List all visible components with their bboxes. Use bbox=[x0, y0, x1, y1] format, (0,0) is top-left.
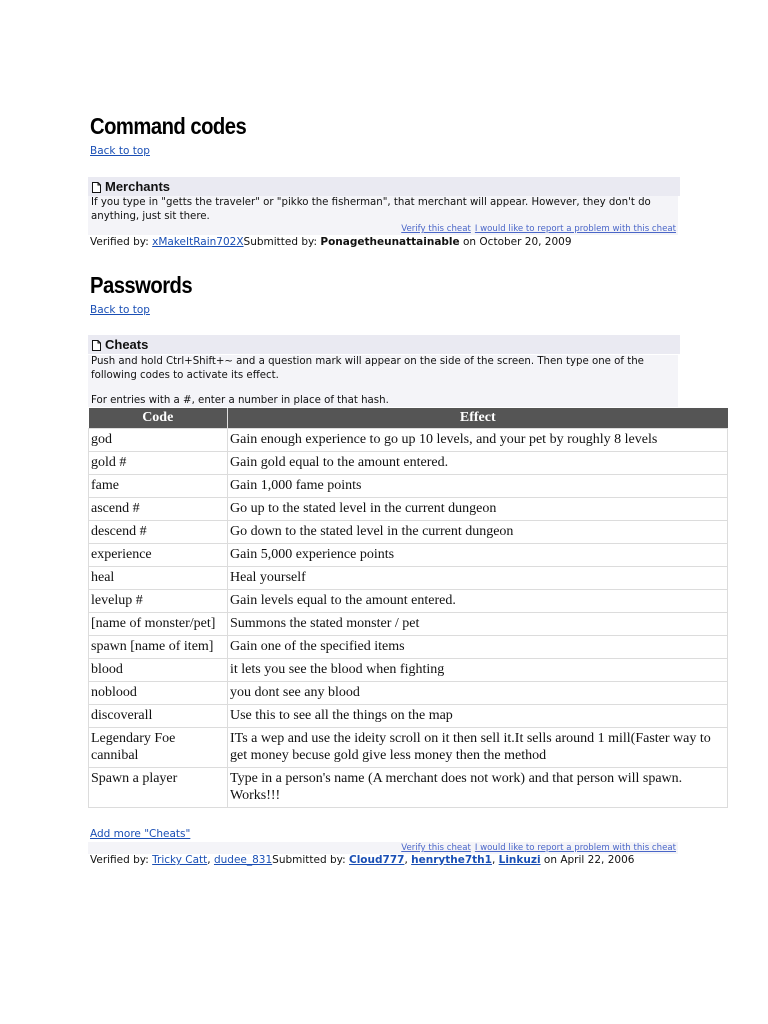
code-cell: [name of monster/pet] bbox=[89, 613, 228, 636]
report-problem-link[interactable]: I would like to report a problem with this cheat bbox=[474, 843, 676, 853]
document-icon bbox=[91, 339, 102, 350]
passwords-section bbox=[90, 272, 730, 299]
code-cell: discoverall bbox=[89, 705, 228, 728]
table-row bbox=[89, 636, 728, 659]
column-header-code: Code bbox=[89, 408, 228, 429]
submitted-date: on April 22, 2006 bbox=[543, 854, 635, 866]
verified-line bbox=[88, 236, 730, 249]
table-row bbox=[89, 498, 728, 521]
cheat-hash-note: For entries with a #, enter a number in place of that hash. bbox=[91, 395, 389, 406]
effect-cell: it lets you see the blood when fighting bbox=[228, 659, 728, 682]
verify-row bbox=[88, 223, 678, 235]
table-row bbox=[89, 429, 728, 452]
cheat-codes-table-wrapper bbox=[88, 408, 728, 808]
add-more-cheats-link[interactable]: Add more "Cheats" bbox=[90, 828, 191, 840]
verify-row bbox=[88, 842, 678, 854]
command-codes-section bbox=[90, 113, 730, 140]
verified-by-label: Verified by: bbox=[90, 236, 149, 248]
table-row bbox=[89, 728, 728, 768]
submitter-link[interactable]: Cloud777 bbox=[349, 854, 405, 866]
verified-line: Verified by: Tricky Catt, dudee_831Submitted by: Cloud777, henrythe7th1, Linkuzi on April 22, 2006 bbox=[90, 854, 635, 866]
effect-cell: Gain 5,000 experience points bbox=[228, 544, 728, 567]
verify-cheat-link[interactable]: Verify this cheat bbox=[401, 224, 471, 234]
cheat-header-label: Cheats bbox=[105, 337, 149, 352]
table-row bbox=[89, 544, 728, 567]
effect-cell: Type in a person's name (A merchant does not work) and that person will spawn. Works!!! bbox=[228, 768, 728, 808]
table-row bbox=[89, 567, 728, 590]
code-cell: descend # bbox=[89, 521, 228, 544]
code-cell: heal bbox=[89, 567, 228, 590]
code-cell: fame bbox=[89, 475, 228, 498]
effect-cell: you dont see any blood bbox=[228, 682, 728, 705]
cheat-header-label: Merchants bbox=[105, 179, 171, 194]
back-to-top-link[interactable]: Back to top bbox=[90, 304, 150, 316]
effect-cell: Gain 1,000 fame points bbox=[228, 475, 728, 498]
code-cell: Spawn a player bbox=[89, 768, 228, 808]
effect-cell: ITs a wep and use the ideity scroll on it then sell it.It sells around 1 mill(Faster way to get money becuse gold give less money then the method bbox=[228, 728, 728, 768]
table-row bbox=[89, 768, 728, 808]
cheat-description: If you type in "getts the traveler" or "pikko the fisherman", that merchant will appear. However, they don't do anything, just sit there. bbox=[88, 196, 678, 223]
back-to-top-link[interactable]: Back to top bbox=[90, 145, 150, 157]
cheat-codes-table bbox=[88, 408, 728, 808]
effect-cell: Use this to see all the things on the map bbox=[228, 705, 728, 728]
effect-cell: Heal yourself bbox=[228, 567, 728, 590]
effect-cell: Summons the stated monster / pet bbox=[228, 613, 728, 636]
table-row bbox=[89, 659, 728, 682]
code-cell: ascend # bbox=[89, 498, 228, 521]
effect-cell: Go down to the stated level in the current dungeon bbox=[228, 521, 728, 544]
table-row bbox=[89, 705, 728, 728]
table-body bbox=[89, 429, 728, 808]
code-cell: noblood bbox=[89, 682, 228, 705]
code-cell: gold # bbox=[89, 452, 228, 475]
code-cell: experience bbox=[89, 544, 228, 567]
code-cell: levelup # bbox=[89, 590, 228, 613]
submitted-by-label: Submitted by: bbox=[272, 854, 346, 866]
verifier-link[interactable]: dudee_831 bbox=[213, 854, 273, 866]
section-title-command-codes: Command codes bbox=[90, 113, 247, 139]
table-row bbox=[89, 590, 728, 613]
cheat-header bbox=[88, 335, 680, 354]
verifier-link[interactable]: xMakeItRain702X bbox=[152, 236, 244, 248]
cheat-description bbox=[88, 355, 678, 407]
verified-by-label: Verified by: bbox=[90, 854, 149, 866]
effect-cell: Gain one of the specified items bbox=[228, 636, 728, 659]
submitter-name: Ponagetheunattainable bbox=[320, 236, 460, 248]
submitter-link[interactable]: Linkuzi bbox=[498, 854, 541, 866]
code-cell: Legendary Foe cannibal bbox=[89, 728, 228, 768]
effect-cell: Gain gold equal to the amount entered. bbox=[228, 452, 728, 475]
document-icon bbox=[91, 181, 102, 192]
table-row bbox=[89, 682, 728, 705]
code-cell: blood bbox=[89, 659, 228, 682]
cheat-instructions: Push and hold Ctrl+Shift+~ and a question mark will appear on the side of the screen. Then type one of the following codes to activate its effect. bbox=[91, 356, 644, 381]
submitted-date: on October 20, 2009 bbox=[463, 236, 572, 248]
section-title-passwords: Passwords bbox=[90, 272, 193, 298]
effect-cell: Gain levels equal to the amount entered. bbox=[228, 590, 728, 613]
code-cell: god bbox=[89, 429, 228, 452]
report-problem-link[interactable]: I would like to report a problem with this cheat bbox=[474, 224, 676, 234]
effect-cell: Gain enough experience to go up 10 levels, and your pet by roughly 8 levels bbox=[228, 429, 728, 452]
effect-cell: Go up to the stated level in the current dungeon bbox=[228, 498, 728, 521]
code-cell: spawn [name of item] bbox=[89, 636, 228, 659]
cheat-box-merchants bbox=[88, 177, 680, 196]
submitter-link[interactable]: henrythe7th1 bbox=[411, 854, 492, 866]
table-row bbox=[89, 452, 728, 475]
verifier-link[interactable]: Tricky Catt bbox=[152, 854, 208, 866]
table-row bbox=[89, 613, 728, 636]
column-header-effect: Effect bbox=[228, 408, 728, 429]
table-header-row bbox=[89, 408, 728, 429]
table-row bbox=[89, 475, 728, 498]
verify-cheat-link[interactable]: Verify this cheat bbox=[401, 843, 471, 853]
cheat-header bbox=[88, 177, 680, 196]
submitted-by-label: Submitted by: bbox=[243, 236, 318, 248]
table-row bbox=[89, 521, 728, 544]
cheat-box-cheats bbox=[88, 335, 680, 354]
